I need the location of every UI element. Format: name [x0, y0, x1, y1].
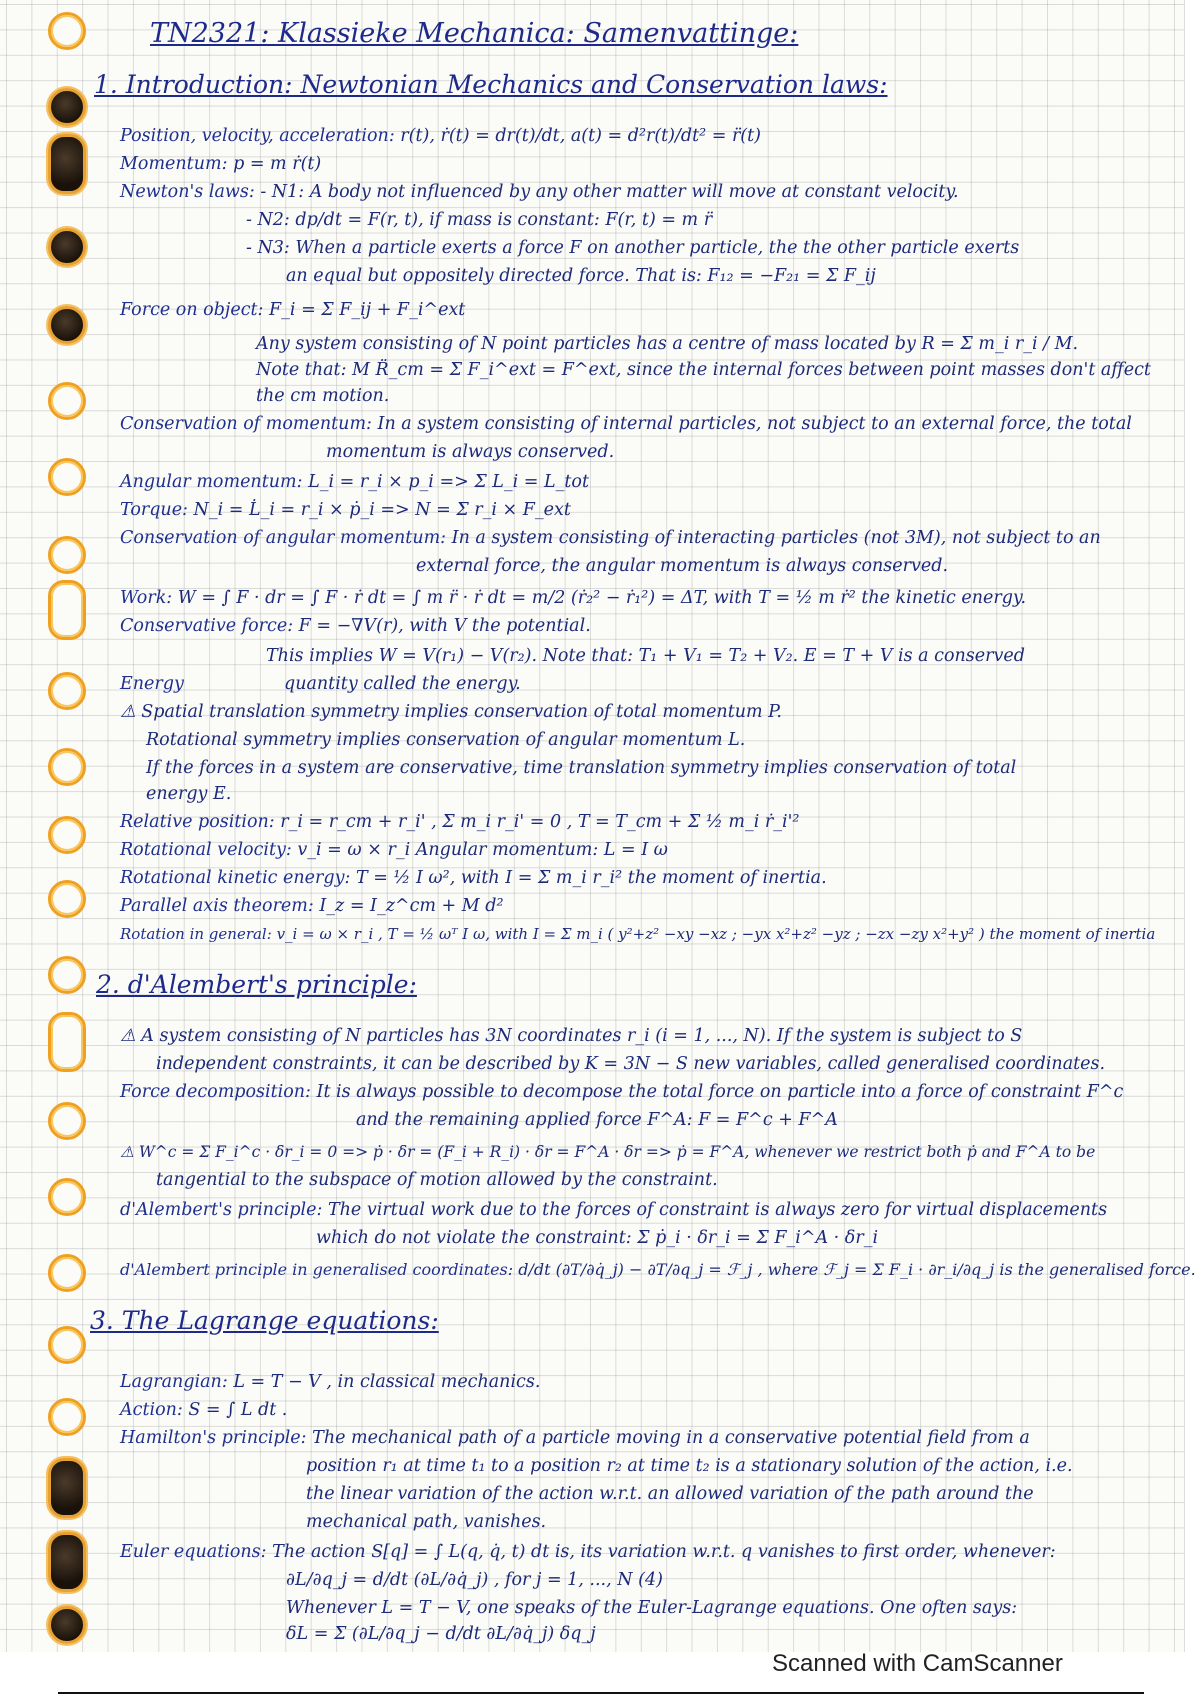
binder-holes — [0, 0, 90, 1652]
binder-hole — [48, 134, 86, 194]
note-label: Position, velocity, acceleration: — [120, 126, 395, 146]
note-line — [120, 296, 465, 324]
note-line — [120, 1396, 287, 1424]
note-line — [120, 1256, 1196, 1284]
binder-hole — [48, 1254, 86, 1292]
note-text: W = ∫ F · dr = ∫ F · ṙ dt = ∫ m r̈ · ṙ dt = m/2 (ṙ₂² − ṙ₁²) = ΔT, with T = ½ m ṙ² the kinetic energy. — [177, 588, 1027, 608]
note-line — [286, 1620, 596, 1648]
note-text: position r₁ at time t₁ to a position r₂ at time t₂ is a stationary solution of the action, i.e. — [306, 1456, 1073, 1476]
note-label: Hamilton's principle: — [120, 1428, 307, 1448]
note-text: It is always possible to decompose the total force on particle into a force of constraint F^c — [316, 1082, 1124, 1102]
note-label: d'Alembert's principle: — [120, 1200, 323, 1220]
note-text: p = m ṙ(t) — [233, 154, 322, 174]
note-line — [356, 1106, 838, 1134]
note-line — [120, 1022, 1022, 1050]
binder-hole — [48, 1606, 86, 1644]
note-label: Rotational velocity: — [120, 840, 292, 860]
note-line — [146, 780, 231, 808]
binder-hole — [48, 1102, 86, 1140]
note-label: Conservation of angular momentum: — [120, 528, 447, 548]
note-label: Force on object: — [120, 300, 264, 320]
note-line — [120, 808, 799, 836]
note-line — [120, 1424, 1030, 1452]
note-text: F_i = Σ F_ij + F_i^ext — [269, 300, 466, 320]
binder-hole — [48, 536, 86, 574]
binder-hole — [48, 228, 86, 266]
note-line — [156, 1166, 718, 1194]
note-text: ⚠ Spatial translation symmetry implies conservation of total momentum P. — [120, 702, 782, 722]
binder-hole — [48, 382, 86, 420]
binder-hole — [48, 1458, 86, 1518]
note-line — [286, 262, 876, 290]
note-text: N_i = L̇_i = r_i × ṗ_i => N = Σ r_i × F_ext — [193, 500, 571, 520]
note-text: energy E. — [146, 784, 232, 804]
note-label: Momentum: — [120, 154, 228, 174]
binder-hole — [48, 956, 86, 994]
note-label: Action: — [120, 1400, 183, 1420]
note-label: Parallel axis theorem: — [120, 896, 314, 916]
binder-hole — [48, 1012, 86, 1072]
note-text: In a system consisting of internal particles, not subject to an external force, the total — [377, 414, 1132, 434]
note-text: an equal but oppositely directed force. That is: F₁₂ = −F₂₁ = Σ F_ij — [286, 266, 876, 286]
binder-hole — [48, 880, 86, 918]
binder-hole — [48, 816, 86, 854]
note-text: momentum is always conserved. — [326, 442, 615, 462]
note-line — [286, 1566, 663, 1594]
binder-hole — [48, 1178, 86, 1216]
note-text: Any system consisting of N point particles has a centre of mass located by R = Σ m_i r_i / M. — [256, 334, 1079, 354]
note-line — [120, 1078, 1123, 1106]
note-line — [120, 864, 827, 892]
note-line — [120, 178, 959, 206]
binder-hole — [48, 580, 86, 640]
note-text: the cm motion. — [256, 386, 390, 406]
note-line — [120, 670, 521, 698]
note-line — [316, 1224, 878, 1252]
note-text: S = ∫ L dt . — [188, 1400, 288, 1420]
note-text: the linear variation of the action w.r.t. an allowed variation of the path around the — [306, 1484, 1034, 1504]
note-label: Torque: — [120, 500, 188, 520]
section-heading: 1. Introduction: Newtonian Mechanics and Conservation laws: — [94, 70, 888, 99]
binder-hole — [48, 1532, 86, 1592]
note-label: d'Alembert principle in generalised coordinates: — [120, 1260, 514, 1279]
note-label: Energy — [120, 674, 184, 694]
note-text: Rotational symmetry implies conservation of angular momentum L. — [146, 730, 746, 750]
note-text: The action S[q] = ∫ L(q, q̇, t) dt is, its variation w.r.t. q vanishes to first order, whenever: — [272, 1542, 1056, 1562]
note-text: r_i = r_cm + r_i' , Σ m_i r_i' = 0 , T = T_cm + Σ ½ m_i ṙ_i'² — [280, 812, 800, 832]
note-text: r(t), ṙ(t) = dr(t)/dt, a(t) = d²r(t)/dt² = r̈(t) — [400, 126, 761, 146]
section-heading: 3. The Lagrange equations: — [90, 1306, 439, 1335]
note-line — [416, 552, 948, 580]
note-line — [120, 920, 1155, 948]
note-line — [120, 1538, 1056, 1566]
note-text: - N2: dp/dt = F(r, t), if mass is constant: F(r, t) = m r̈ — [246, 210, 713, 230]
note-label: Newton's laws: — [120, 182, 255, 202]
note-line — [120, 698, 782, 726]
note-line — [146, 754, 1016, 782]
note-label: Rotational kinetic energy: — [120, 868, 351, 888]
note-line — [266, 642, 1025, 670]
note-line — [120, 150, 321, 178]
section-heading: 2. d'Alembert's principle: — [96, 970, 417, 999]
binder-hole — [48, 306, 86, 344]
note-text: T = ½ I ω², with I = Σ m_i r_i² the moment of inertia. — [355, 868, 827, 888]
divider — [58, 1692, 1144, 1694]
note-line — [146, 726, 745, 754]
note-text: If the forces in a system are conservative, time translation symmetry implies conservation of total — [146, 758, 1017, 778]
note-label: Rotation in general: — [120, 925, 272, 943]
note-label: Lagrangian: — [120, 1372, 228, 1392]
note-line — [326, 438, 614, 466]
note-text: - N1: A body not influenced by any other matter will move at constant velocity. — [260, 182, 959, 202]
note-text: I_z = I_z^cm + M d² — [319, 896, 504, 916]
note-text: L_i = r_i × p_i => Σ L_i = L_tot — [308, 472, 590, 492]
note-text: - N3: When a particle exerts a force F on another particle, the the other particle exerts — [246, 238, 1020, 258]
note-line — [246, 234, 1019, 262]
note-line — [306, 1508, 546, 1536]
note-line — [120, 1138, 1095, 1166]
note-text: The mechanical path of a particle moving in a conservative potential field from a — [312, 1428, 1030, 1448]
note-line — [120, 410, 1132, 438]
note-text: d/dt (∂T/∂q̇_j) − ∂T/∂q_j = ℱ_j , where ℱ_j = Σ F_i · ∂r_i/∂q_j is the generalised force. — [518, 1260, 1196, 1279]
note-line — [120, 892, 503, 920]
note-line — [306, 1480, 1034, 1508]
scanner-watermark: Scanned with CamScanner — [772, 1650, 1063, 1677]
note-label: Conservative force: — [120, 616, 294, 636]
note-text: v_i = ω × r_i Angular momentum: L = I ω — [297, 840, 668, 860]
note-text: quantity called the energy. — [284, 674, 521, 694]
note-text: mechanical path, vanishes. — [306, 1512, 547, 1532]
note-line — [120, 1196, 1107, 1224]
note-label: Angular momentum: — [120, 472, 303, 492]
note-text: ∂L/∂q_j = d/dt (∂L/∂q̇_j) , for j = 1, ..., N (4) — [286, 1570, 663, 1590]
note-line — [120, 584, 1026, 612]
note-line — [286, 1594, 1017, 1622]
note-line — [120, 468, 589, 496]
note-line — [256, 382, 389, 410]
note-text: In a system consisting of interacting particles (not 3M), not subject to an — [451, 528, 1101, 548]
page-title: TN2321: Klassieke Mechanica: Samenvattinge: — [150, 18, 799, 49]
note-text: external force, the angular momentum is always conserved. — [416, 556, 949, 576]
note-text: F = −∇V(r), with V the potential. — [298, 616, 591, 636]
note-text: v_i = ω × r_i , T = ½ ωᵀ I ω, with I = Σ m_i ( y²+z² −xy −xz ; −yx x²+z² −yz ; −zx −zy x²+y² ) the moment of inertia — [276, 925, 1156, 943]
note-label: Work: — [120, 588, 173, 608]
binder-hole — [48, 1326, 86, 1364]
note-line — [120, 496, 571, 524]
binder-hole — [48, 88, 86, 126]
note-text: which do not violate the constraint: Σ ṗ_i · δr_i = Σ F_i^A · δr_i — [316, 1228, 879, 1248]
binder-hole — [48, 458, 86, 496]
note-text: independent constraints, it can be described by K = 3N − S new variables, called generalised coordinates. — [156, 1054, 1106, 1074]
note-line — [156, 1050, 1105, 1078]
note-text: and the remaining applied force F^A: F = F^c + F^A — [356, 1110, 838, 1130]
note-label: Relative position: — [120, 812, 275, 832]
binder-hole — [48, 748, 86, 786]
note-text: δL = Σ (∂L/∂q_j − d/dt ∂L/∂q̇_j) δq_j — [286, 1624, 596, 1644]
note-text: tangential to the subspace of motion allowed by the constraint. — [156, 1170, 718, 1190]
note-line — [256, 356, 1151, 384]
note-text: The virtual work due to the forces of constraint is always zero for virtual displacements — [327, 1200, 1108, 1220]
note-line — [246, 206, 712, 234]
note-line — [120, 1368, 540, 1396]
note-text: ⚠ A system consisting of N particles has 3N coordinates r_i (i = 1, ..., N). If the system is subject to S — [120, 1026, 1023, 1046]
note-line — [256, 330, 1078, 358]
note-line — [120, 122, 761, 150]
note-line — [120, 524, 1101, 552]
binder-hole — [48, 12, 86, 50]
note-label: Conservation of momentum: — [120, 414, 372, 434]
note-label: Euler equations: — [120, 1542, 267, 1562]
note-text: This implies W = V(r₁) − V(r₂). Note that: T₁ + V₁ = T₂ + V₂. E = T + V is a conserved — [266, 646, 1025, 666]
note-line — [120, 836, 668, 864]
binder-hole — [48, 1398, 86, 1436]
notes-content — [90, 0, 1196, 1650]
note-line — [120, 612, 591, 640]
note-line — [306, 1452, 1073, 1480]
note-text: ⚠ W^c = Σ F_i^c · δr_i = 0 => ṗ · δr = (F_i + R_i) · δr = F^A · δr => ṗ = F^A, whenever we restrict both ṗ and F^A to be — [120, 1143, 1096, 1161]
note-text: Whenever L = T − V, one speaks of the Euler-Lagrange equations. One often says: — [286, 1598, 1018, 1618]
note-text: L = T − V , in classical mechanics. — [233, 1372, 541, 1392]
note-text: Note that: M R̈_cm = Σ F_i^ext = F^ext, since the internal forces between point masses don't affect — [256, 360, 1151, 380]
binder-hole — [48, 672, 86, 710]
note-label: Force decomposition: — [120, 1082, 311, 1102]
